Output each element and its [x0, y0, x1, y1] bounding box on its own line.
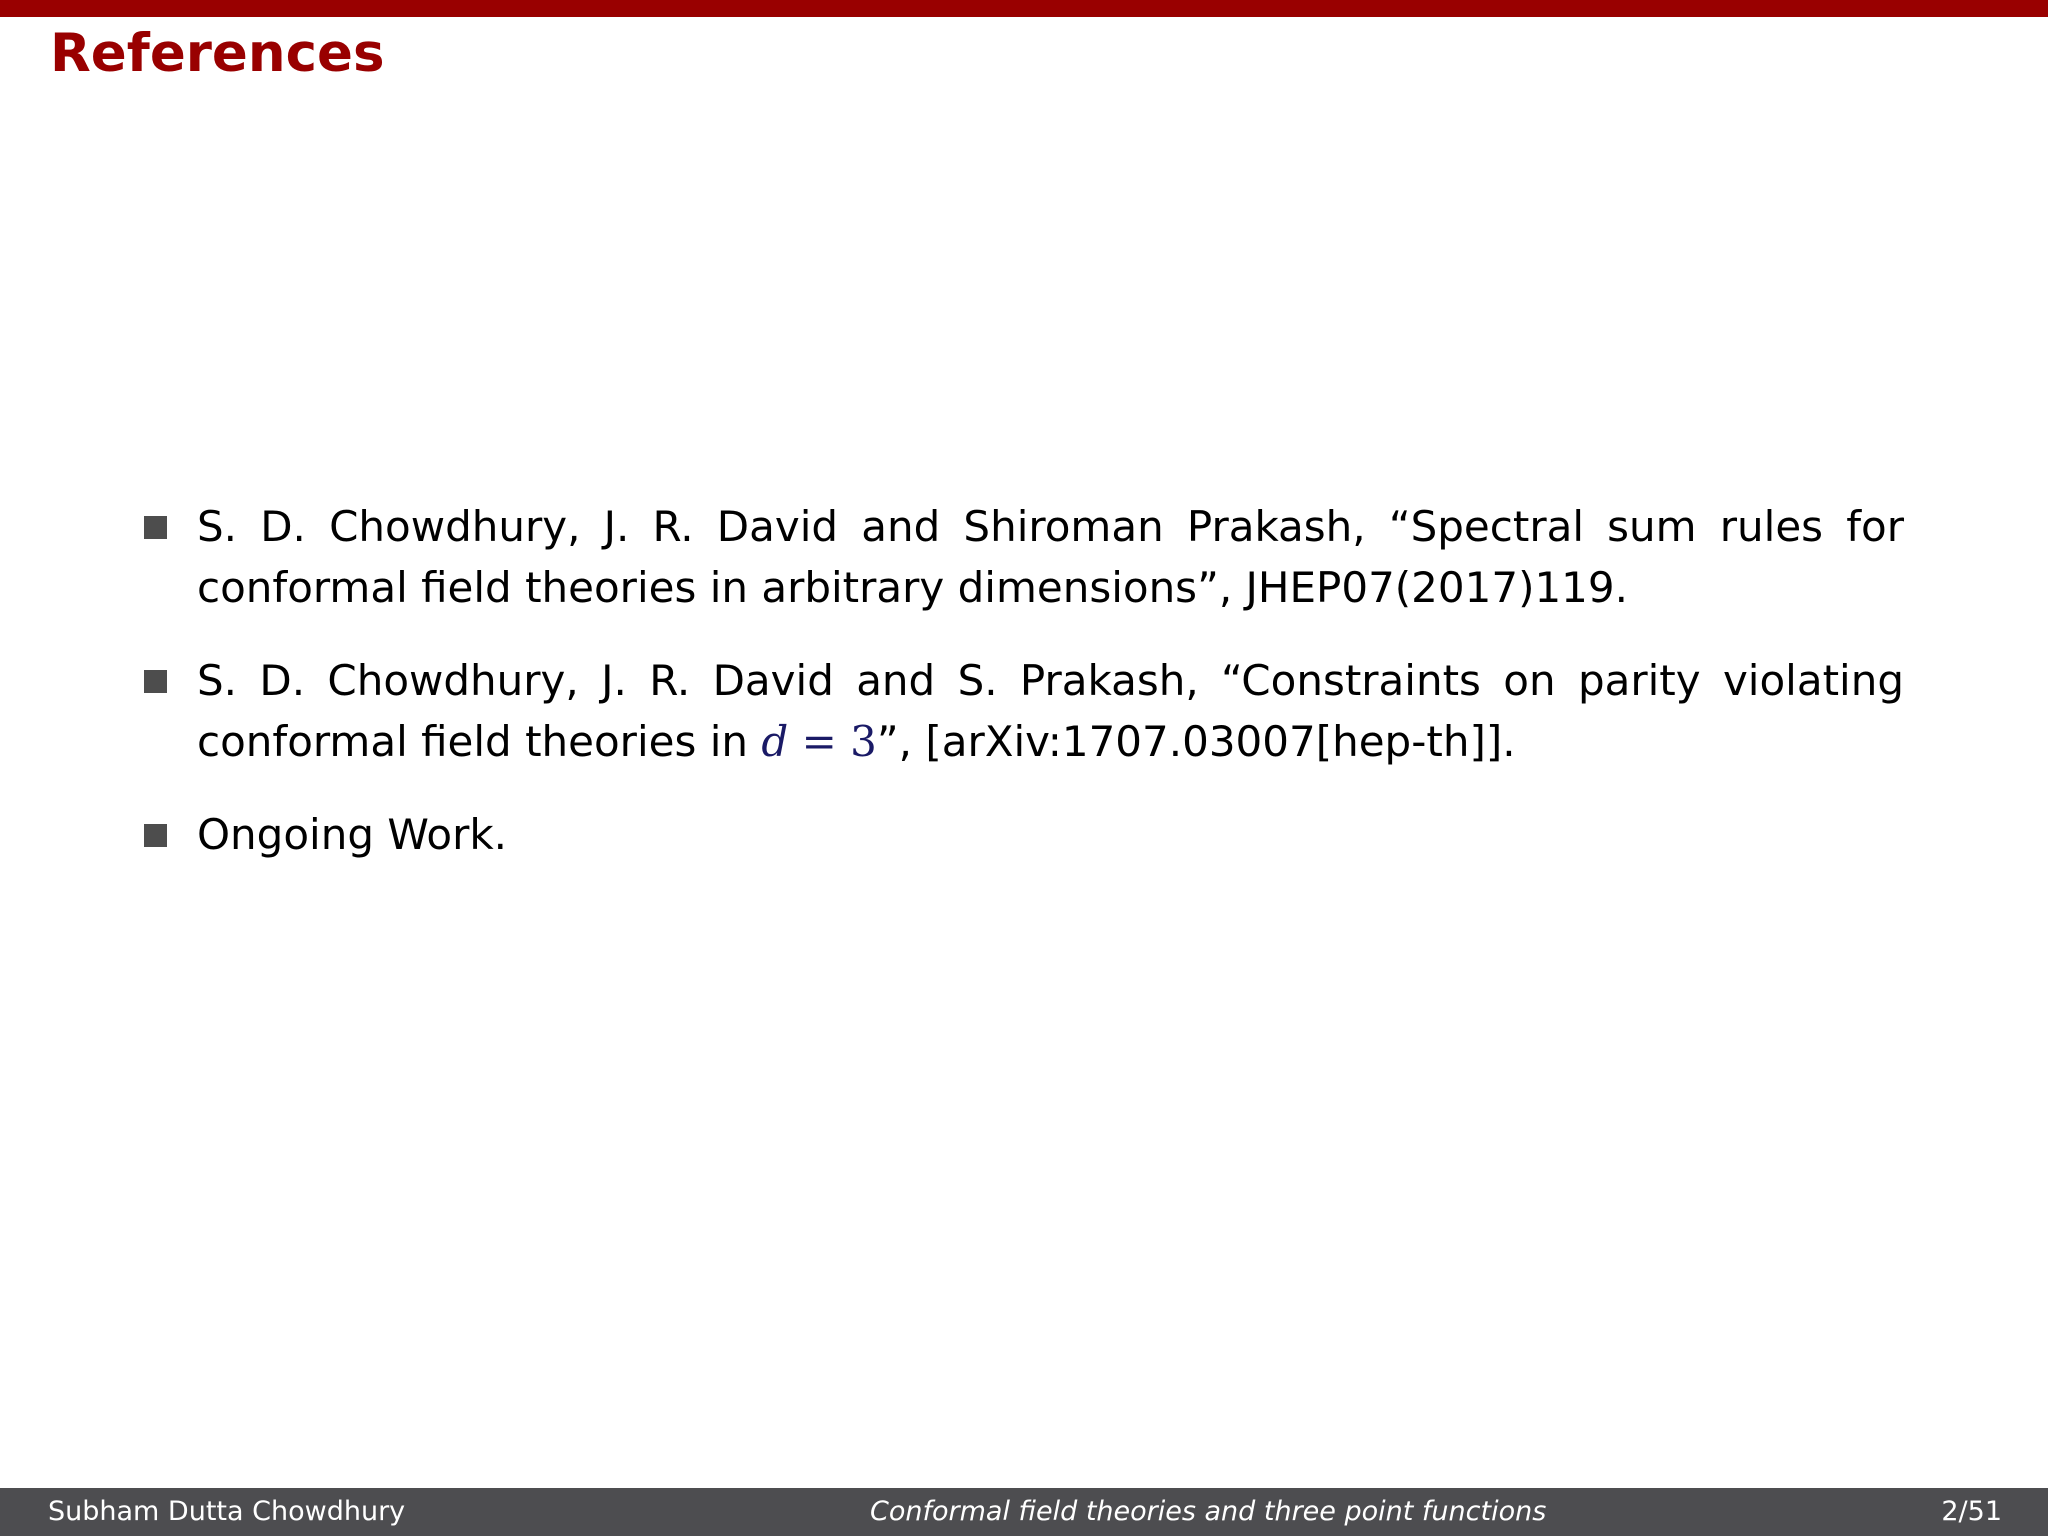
footer-talk-title: Conformal field theories and three point functions: [870, 1496, 1547, 1527]
math-variable: d: [761, 717, 789, 766]
reference-text-before: S. D. Chowdhury, J. R. David and S. Prakash, “Constraints on parity violating conformal field theories in: [197, 656, 1904, 766]
page-number: 2/51: [1941, 1496, 2002, 1527]
math-expression: [761, 717, 877, 766]
header-bar: [0, 0, 2048, 17]
reference-list: [144, 496, 1904, 897]
reference-text: S. D. Chowdhury, J. R. David and Shiroman Prakash, “Spectral sum rules for conformal field theories in arbitrary dimensions”, JHEP07(2017)119.: [197, 502, 1904, 612]
reference-text-after: ”, [arXiv:1707.03007[hep-th]].: [876, 717, 1516, 766]
math-equals: = 3: [788, 717, 877, 766]
square-bullet-icon: [144, 670, 167, 693]
footer-bar: [0, 1488, 2048, 1536]
square-bullet-icon: [144, 824, 167, 847]
reference-text: Ongoing Work.: [197, 810, 508, 859]
reference-item-2: [144, 650, 1904, 772]
frame-title: References: [50, 23, 385, 84]
reference-item-1: [144, 496, 1904, 618]
square-bullet-icon: [144, 516, 167, 539]
footer-author: Subham Dutta Chowdhury: [48, 1496, 406, 1527]
reference-item-3: [144, 804, 1904, 865]
